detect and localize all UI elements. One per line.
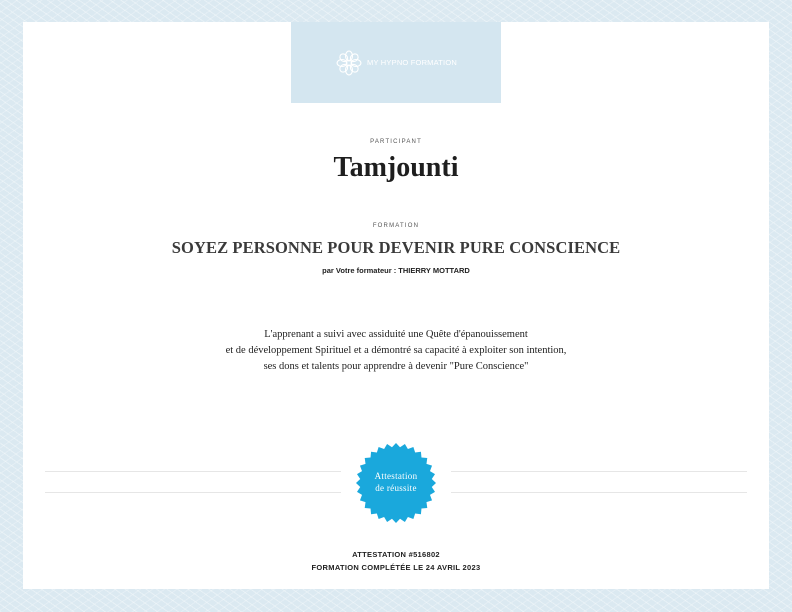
divider-line [45,471,341,472]
attestation-number: ATTESTATION #516802 [352,550,440,559]
certificate-sheet [23,22,769,589]
participant-name: Tamjounti [333,152,459,183]
seal-line-1: Attestation [374,471,418,481]
participant-label: PARTICIPANT [370,139,422,145]
brand-name: MY HYPNO FORMATION [367,58,457,67]
trainer-name: par Votre formateur : THIERRY MOTTARD [322,266,470,275]
seal-line-2: de réussite [375,482,417,493]
brand-header [291,22,501,103]
description-line: ses dons et talents pour apprendre à devenir "Pure Conscience" [263,361,529,372]
description-line: L'apprenant a suivi avec assiduité une Quête d'épanouissement [264,329,528,340]
seal-label [355,471,437,494]
divider-line [45,492,341,493]
divider-line [451,471,747,472]
success-seal [355,442,437,524]
achievement-description [23,327,769,375]
lotus-flower-icon [335,49,363,77]
divider-line [451,492,747,493]
completion-date: FORMATION COMPLÉTÉE LE 24 AVRIL 2023 [311,563,481,572]
course-title: SOYEZ PERSONNE POUR DEVENIR PURE CONSCIENCE [171,238,621,257]
description-line: et de développement Spirituel et a démontré sa capacité à exploiter son intention, [225,345,567,356]
formation-label: FORMATION [372,223,420,229]
